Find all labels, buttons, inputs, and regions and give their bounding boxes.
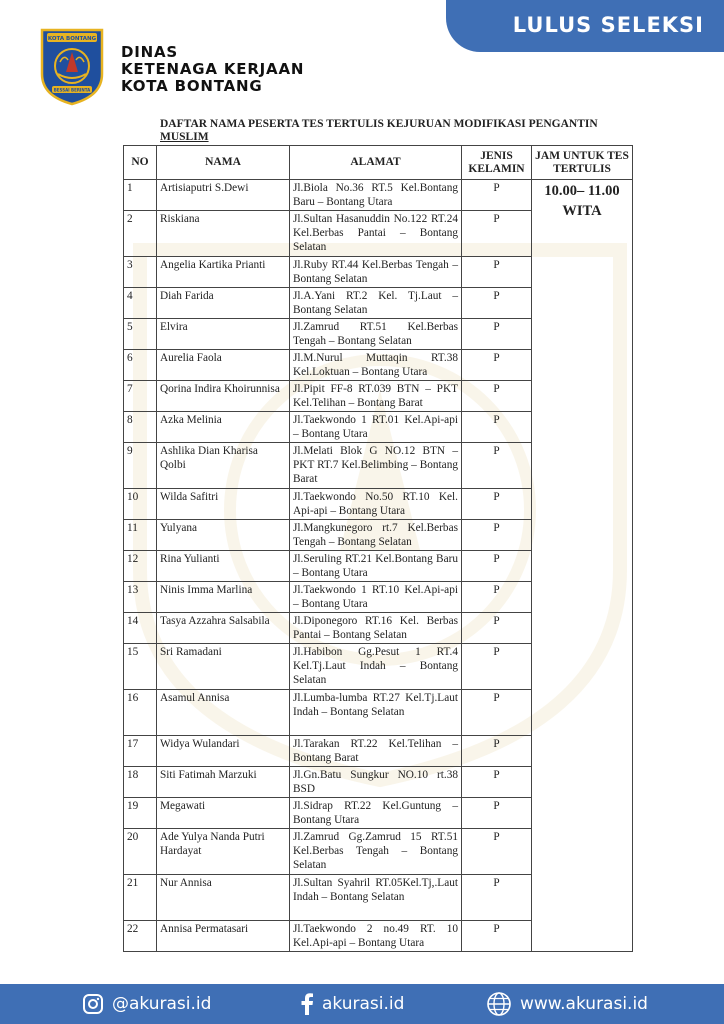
kota-bontang-logo-icon [38,24,106,106]
participant-address: Jl.Gn.Batu Sungkur NO.10 rt.38 BSD [290,767,462,798]
participant-address: Jl.Tarakan RT.22 Kel.Telihan – Bontang Barat [290,736,462,767]
participant-address: Jl.Sultan Syahril RT.05Kel.Tj,.Laut Indah – Bontang Selatan [290,875,462,921]
participant-name: Siti Fatimah Marzuki [157,767,290,798]
participant-address: Jl.Taekwondo No.50 RT.10 Kel. Api-api – Bontang Utara [290,489,462,520]
participant-gender: P [462,551,532,582]
status-banner-text: LULUS SELEKSI [512,13,704,37]
footer-instagram[interactable] [82,984,211,1024]
participant-address: Jl.Sidrap RT.22 Kel.Guntung – Bontang Utara [290,798,462,829]
header-no: NO [124,146,157,180]
row-number: 19 [124,798,157,829]
row-number: 2 [124,211,157,257]
row-number: 6 [124,350,157,381]
row-number: 10 [124,489,157,520]
participant-address: Jl.Taekwondo 2 no.49 RT. 10 Kel.Api-api – Bontang Utara [290,921,462,952]
facebook-handle: akurasi.id [322,994,405,1014]
row-number: 4 [124,288,157,319]
row-number: 11 [124,520,157,551]
participant-name: Yulyana [157,520,290,551]
participant-name: Ade Yulya Nanda Putri Hardayat [157,829,290,875]
row-number: 20 [124,829,157,875]
row-number: 13 [124,582,157,613]
participant-table [123,145,633,952]
participant-name: Tasya Azzahra Salsabila [157,613,290,644]
status-banner [446,0,724,52]
row-number: 16 [124,690,157,736]
participant-gender: P [462,798,532,829]
row-number: 18 [124,767,157,798]
instagram-handle: @akurasi.id [112,994,212,1014]
participant-gender: P [462,921,532,952]
participant-address: Jl.Lumba-lumba RT.27 Kel.Tj.Laut Indah – Bontang Selatan [290,690,462,736]
participant-address: Jl.Seruling RT.21 Kel.Bontang Baru – Bontang Utara [290,551,462,582]
participant-gender: P [462,288,532,319]
participant-name: Widya Wulandari [157,736,290,767]
facebook-icon [300,993,314,1015]
header [0,0,724,110]
participant-gender: P [462,829,532,875]
agency-line-1: DINAS [121,43,178,61]
participant-name: Annisa Permatasari [157,921,290,952]
participant-address: Jl.Taekwondo 1 RT.10 Kel.Api-api – Bontang Utara [290,582,462,613]
participant-name: Nur Annisa [157,875,290,921]
document-title [160,118,640,144]
row-number: 21 [124,875,157,921]
participant-name: Qorina Indira Khoirunnisa [157,381,290,412]
participant-gender: P [462,443,532,489]
row-number: 14 [124,613,157,644]
participant-gender: P [462,180,532,211]
header-name: NAMA [157,146,290,180]
test-time-range: 10.00– 11.00 [544,183,620,199]
participant-address: Jl.Diponegoro RT.16 Kel. Berbas Pantai – Bontang Selatan [290,613,462,644]
test-time-cell [532,180,633,952]
row-number: 1 [124,180,157,211]
participant-address: Jl.Taekwondo 1 RT.01 Kel.Api-api – Bontang Utara [290,412,462,443]
header-address: ALAMAT [290,146,462,180]
table-body [124,180,633,952]
participant-gender: P [462,350,532,381]
website-url: www.akurasi.id [520,994,648,1014]
participant-name: Ashlika Dian Kharisa Qolbi [157,443,290,489]
participant-address: Jl.Sultan Hasanuddin No.122 RT.24 Kel.Berbas Pantai – Bontang Selatan [290,211,462,257]
row-number: 12 [124,551,157,582]
participant-gender: P [462,613,532,644]
test-time-zone: WITA [562,203,602,219]
participant-gender: P [462,736,532,767]
participant-address: Jl.Zamrud RT.51 Kel.Berbas Tengah – Bontang Selatan [290,319,462,350]
footer [0,984,724,1024]
row-number: 9 [124,443,157,489]
participant-name: Rina Yulianti [157,551,290,582]
row-number: 17 [124,736,157,767]
agency-line-2: KETENAGA KERJAAN [121,60,305,78]
logo-bottom-text: BESSAI BERINTA [53,87,91,93]
agency-line-3: KOTA BONTANG [121,77,263,95]
participant-name: Artisiaputri S.Dewi [157,180,290,211]
footer-website[interactable] [486,984,648,1024]
participant-gender: P [462,319,532,350]
participant-name: Wilda Safitri [157,489,290,520]
participant-gender: P [462,644,532,690]
participant-address: Jl.Zamrud Gg.Zamrud 15 RT.51 Kel.Berbas Tengah – Bontang Selatan [290,829,462,875]
globe-icon [486,991,512,1017]
instagram-icon [82,993,104,1015]
participant-gender: P [462,381,532,412]
participant-address: Jl.Melati Blok G NO.12 BTN – PKT RT.7 Kel.Belimbing – Bontang Barat [290,443,462,489]
participant-gender: P [462,489,532,520]
participant-gender: P [462,582,532,613]
participant-address: Jl.M.Nurul Muttaqin RT.38 Kel.Loktuan – Bontang Utara [290,350,462,381]
logo-top-text: KOTA BONTANG [47,36,97,42]
row-number: 15 [124,644,157,690]
table-header-row [124,146,633,180]
participant-name: Megawati [157,798,290,829]
participant-name: Aurelia Faola [157,350,290,381]
participant-gender: P [462,412,532,443]
participant-name: Asamul Annisa [157,690,290,736]
participant-gender: P [462,690,532,736]
header-gender: JENIS KELAMIN [462,146,532,180]
participant-name: Diah Farida [157,288,290,319]
footer-facebook[interactable] [300,984,404,1024]
participant-gender: P [462,520,532,551]
participant-name: Azka Melinia [157,412,290,443]
participant-name: Riskiana [157,211,290,257]
participant-address: Jl.Biola No.36 RT.5 Kel.Bontang Baru – Bontang Utara [290,180,462,211]
row-number: 22 [124,921,157,952]
participant-name: Ninis Imma Marlina [157,582,290,613]
participant-address: Jl.Habibon Gg.Pesut 1 RT.4 Kel.Tj.Laut Indah – Bontang Selatan [290,644,462,690]
participant-address: Jl.Pipit FF-8 RT.039 BTN – PKT Kel.Telihan – Bontang Barat [290,381,462,412]
row-number: 5 [124,319,157,350]
participant-gender: P [462,767,532,798]
table-row [124,180,633,211]
participant-address: Jl.A.Yani RT.2 Kel. Tj.Laut – Bontang Selatan [290,288,462,319]
row-number: 7 [124,381,157,412]
participant-gender: P [462,875,532,921]
document-title-line-2: MUSLIM [160,131,209,143]
row-number: 8 [124,412,157,443]
agency-name [121,44,304,95]
participant-address: Jl.Mangkunegoro rt.7 Kel.Berbas Tengah – Bontang Selatan [290,520,462,551]
document-title-line-1: DAFTAR NAMA PESERTA TES TERTULIS KEJURUAN MODIFIKASI PENGANTIN [160,118,598,130]
participant-name: Angelia Kartika Prianti [157,257,290,288]
participant-address: Jl.Ruby RT.44 Kel.Berbas Tengah – Bontang Selatan [290,257,462,288]
row-number: 3 [124,257,157,288]
participant-gender: P [462,211,532,257]
header-time: JAM UNTUK TES TERTULIS [532,146,633,180]
participant-gender: P [462,257,532,288]
participant-name: Elvira [157,319,290,350]
participant-name: Sri Ramadani [157,644,290,690]
